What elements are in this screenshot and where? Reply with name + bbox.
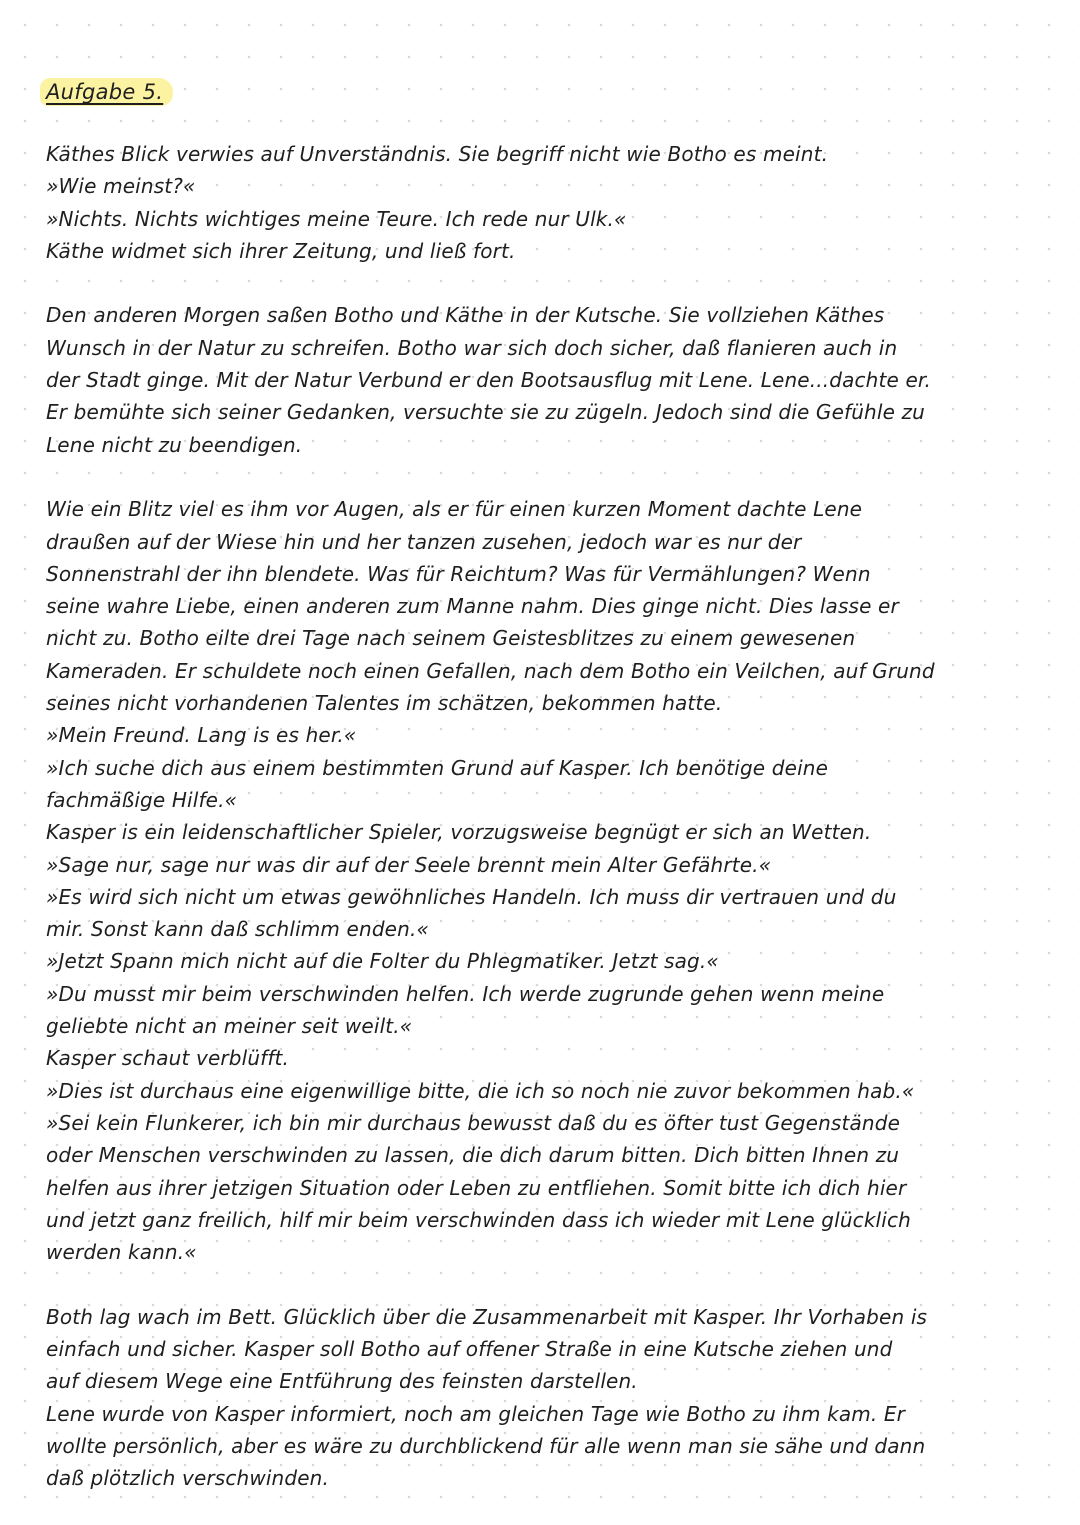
text-line: wollte persönlich, aber es wäre zu durchblickend für alle wenn man sie sähe und dann: [46, 1433, 926, 1458]
text-line: seines nicht vorhandenen Talentes im schätzen, bekommen hatte.: [46, 691, 723, 716]
essay-text: [46, 138, 1056, 1494]
text-line: Lene nicht zu beendigen.: [46, 432, 303, 457]
paragraph-gap: [46, 267, 1056, 299]
text-line: »Nichts. Nichts wichtiges meine Teure. Ich rede nur Ulk.«: [46, 206, 627, 231]
text-line: »Sage nur, sage nur was dir auf der Seele brennt mein Alter Gefährte.«: [46, 852, 772, 877]
text-line: einfach und sicher. Kasper soll Botho auf offener Straße in eine Kutsche ziehen und: [46, 1336, 893, 1361]
text-line: »Mein Freund. Lang is es her.«: [46, 723, 357, 748]
text-line: der Stadt ginge. Mit der Natur Verbund er den Bootsausflug mit Lene. Lene...dachte er.: [46, 368, 931, 393]
text-line: Lene wurde von Kasper informiert, noch am gleichen Tage wie Botho zu ihm kam. Er: [46, 1401, 906, 1426]
text-line: Den anderen Morgen saßen Botho und Käthe in der Kutsche. Sie vollziehen Käthes: [46, 303, 885, 328]
text-line: draußen auf der Wiese hin und her tanzen zusehen, jedoch war es nur der: [46, 529, 802, 554]
paragraph-1: [46, 138, 1056, 267]
text-line: »Sei kein Flunkerer, ich bin mir durchaus bewusst daß du es öfter tust Gegenstände: [46, 1110, 901, 1135]
text-line: »Du musst mir beim verschwinden helfen. Ich werde zugrunde gehen wenn meine: [46, 981, 885, 1006]
text-line: Käthes Blick verwies auf Unverständnis. Sie begriff nicht wie Botho es meint.: [46, 142, 829, 166]
text-line: Wie ein Blitz viel es ihm vor Augen, als er für einen kurzen Moment dachte Lene: [46, 497, 863, 522]
paragraph-gap: [46, 1268, 1056, 1300]
text-line: geliebte nicht an meiner seit weilt.«: [46, 1014, 413, 1039]
text-line: und jetzt ganz freilich, hilf mir beim verschwinden dass ich wieder mit Lene glücklich: [46, 1207, 911, 1232]
text-line: »Ich suche dich aus einem bestimmten Grund auf Kasper. Ich benötige deine: [46, 755, 829, 780]
text-line: daß plötzlich verschwinden.: [46, 1466, 330, 1491]
text-line: helfen aus ihrer jetzigen Situation oder Leben zu entfliehen. Somit bitte ich dich hier: [46, 1175, 907, 1200]
text-line: Kasper is ein leidenschaftlicher Spieler, vorzugsweise begnügt er sich an Wetten.: [46, 820, 872, 845]
text-line: »Dies ist durchaus eine eigenwillige bitte, die ich so noch nie zuvor bekommen hab.«: [46, 1078, 915, 1103]
paragraph-gap: [46, 461, 1056, 493]
text-line: »Jetzt Spann mich nicht auf die Folter du Phlegmatiker. Jetzt sag.«: [46, 949, 719, 974]
paragraph-2: [46, 299, 1056, 460]
text-line: mir. Sonst kann daß schlimm enden.«: [46, 917, 429, 942]
text-line: auf diesem Wege eine Entführung des feinsten darstellen.: [46, 1369, 638, 1394]
text-line: oder Menschen verschwinden zu lassen, die dich darum bitten. Dich bitten Ihnen zu: [46, 1143, 900, 1168]
text-line: Sonnenstrahl der ihn blendete. Was für Reichtum? Was für Vermählungen? Wenn: [46, 561, 871, 586]
text-line: Kameraden. Er schuldete noch einen Gefallen, nach dem Botho ein Veilchen, auf Grund: [46, 658, 935, 683]
text-line: Käthe widmet sich ihrer Zeitung, und ließ fort.: [46, 238, 516, 263]
text-line: nicht zu. Botho eilte drei Tage nach seinem Geistesblitzes zu einem gewesenen: [46, 626, 856, 651]
text-line: werden kann.«: [46, 1240, 197, 1265]
text-line: Er bemühte sich seiner Gedanken, versuchte sie zu zügeln. Jedoch sind die Gefühle zu: [46, 400, 926, 425]
text-line: seine wahre Liebe, einen anderen zum Manne nahm. Dies ginge nicht. Dies lasse er: [46, 594, 899, 619]
text-line: fachmäßige Hilfe.«: [46, 787, 238, 812]
paragraph-3: [46, 493, 1056, 1268]
text-line: »Es wird sich nicht um etwas gewöhnliches Handeln. Ich muss dir vertrauen und du: [46, 884, 897, 909]
text-line: »Wie meinst?«: [46, 174, 196, 199]
text-line: Wunsch in der Natur zu schreifen. Botho war sich doch sicher, daß flanieren auch in: [46, 335, 898, 360]
task-heading: Aufgabe 5.: [40, 78, 173, 106]
paragraph-4: [46, 1301, 1056, 1495]
text-line: Both lag wach im Bett. Glücklich über die Zusammenarbeit mit Kasper. Ihr Vorhaben is: [46, 1304, 928, 1329]
text-line: Kasper schaut verblüfft.: [46, 1046, 290, 1071]
